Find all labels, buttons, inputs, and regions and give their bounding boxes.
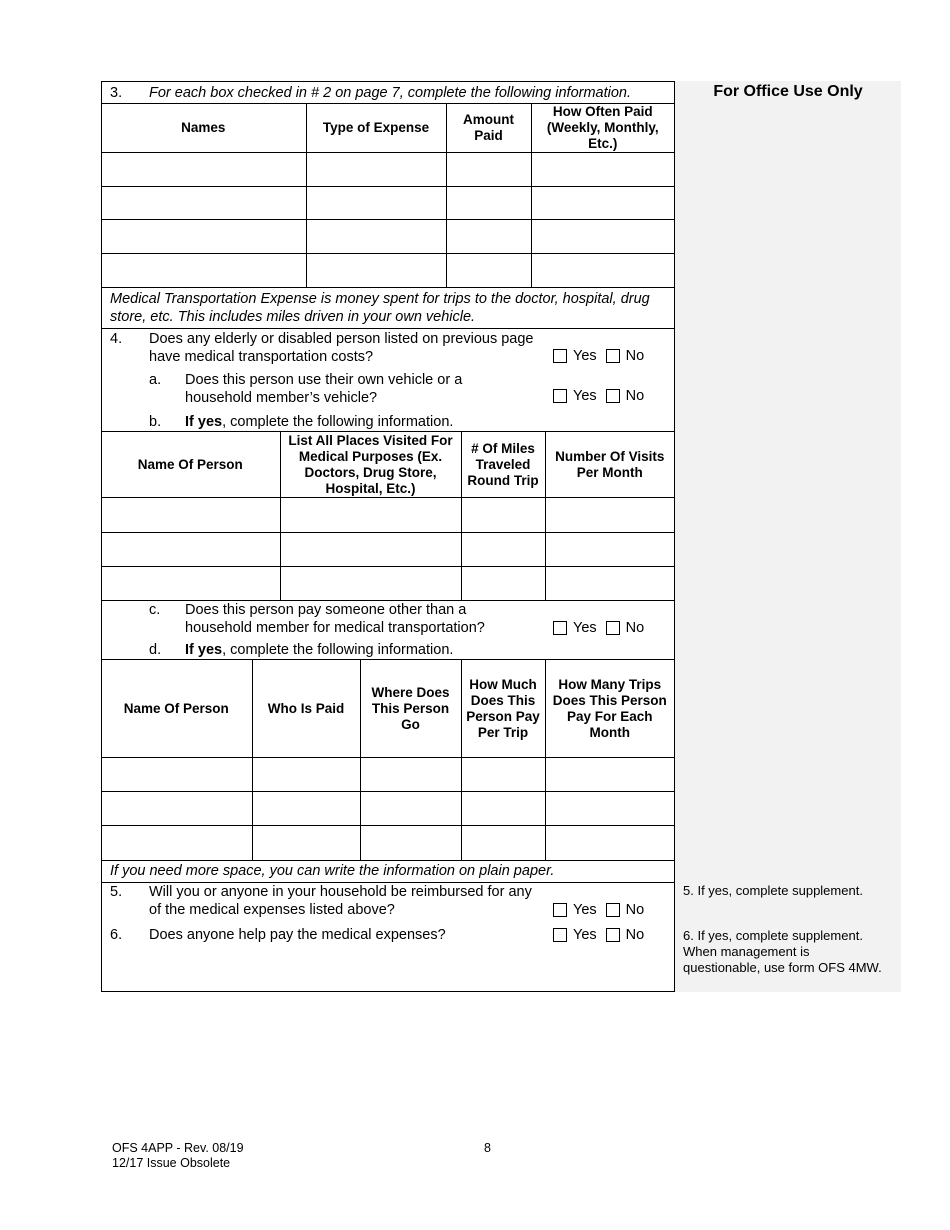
input-cell[interactable] xyxy=(545,758,674,792)
q4a-text: Does this person use their own vehicle or a household member’s vehicle? xyxy=(185,372,463,406)
q4a-yes-checkbox[interactable] xyxy=(553,389,567,403)
q4d-label: d. xyxy=(149,642,162,658)
no-label: No xyxy=(625,927,645,943)
office-note-5: 5. If yes, complete supplement. xyxy=(683,883,863,898)
input-cell[interactable] xyxy=(360,826,461,861)
col-names: Names xyxy=(101,104,306,153)
input-cell[interactable] xyxy=(306,220,446,254)
input-cell[interactable] xyxy=(461,792,545,826)
col-places-visited: List All Places Visited For Medical Purposes (Ex. Doctors, Drug Store, Hospital, Etc.) xyxy=(280,432,461,498)
input-cell[interactable] xyxy=(531,153,674,187)
office-use-column xyxy=(674,81,901,992)
input-cell[interactable] xyxy=(306,153,446,187)
table-row xyxy=(101,187,674,220)
q4c-no-checkbox[interactable] xyxy=(606,621,620,635)
input-cell[interactable] xyxy=(446,254,531,288)
col-where-go: Where Does This Person Go xyxy=(360,660,461,758)
input-cell[interactable] xyxy=(280,533,461,567)
page-number: 8 xyxy=(484,1141,491,1155)
input-cell[interactable] xyxy=(101,220,306,254)
input-cell[interactable] xyxy=(280,567,461,601)
q5-text: Will you or anyone in your household be reimbursed for any of the medical expenses listed above? xyxy=(149,884,532,918)
yes-label: Yes xyxy=(573,902,597,918)
input-cell[interactable] xyxy=(545,826,674,861)
q3-text: For each box checked in # 2 on page 7, complete the following information. xyxy=(149,85,632,101)
table-row xyxy=(101,567,674,601)
q4c-yes-no xyxy=(553,619,644,637)
paid-transport-table xyxy=(101,659,674,861)
input-cell[interactable] xyxy=(101,254,306,288)
q4c-label: c. xyxy=(149,602,161,618)
input-cell[interactable] xyxy=(306,254,446,288)
input-cell[interactable] xyxy=(101,826,252,861)
q6-no-checkbox[interactable] xyxy=(606,928,620,942)
input-cell[interactable] xyxy=(461,826,545,861)
input-cell[interactable] xyxy=(101,567,280,601)
input-cell[interactable] xyxy=(531,254,674,288)
no-label: No xyxy=(625,348,645,364)
q4-no-checkbox[interactable] xyxy=(606,349,620,363)
q4-yes-no xyxy=(553,347,644,365)
col-how-often-paid: How Often Paid (Weekly, Monthly, Etc.) xyxy=(531,104,674,153)
q6-yes-checkbox[interactable] xyxy=(553,928,567,942)
q6-yes-no xyxy=(553,926,644,944)
table-row xyxy=(101,826,674,861)
input-cell[interactable] xyxy=(446,187,531,220)
q4d-bold: If yes xyxy=(185,642,223,658)
input-cell[interactable] xyxy=(101,498,280,533)
q4-number: 4. xyxy=(110,331,123,347)
q4c-text: Does this person pay someone other than a household member for medical transportation? xyxy=(185,602,485,636)
col-who-is-paid: Who Is Paid xyxy=(252,660,360,758)
input-cell[interactable] xyxy=(461,567,545,601)
divider xyxy=(101,328,674,329)
office-note-6: 6. If yes, complete supplement. When management is questionable, use form OFS 4MW. xyxy=(683,928,882,975)
yes-label: Yes xyxy=(573,927,597,943)
q4b-rest: , complete the following information. xyxy=(222,414,454,430)
input-cell[interactable] xyxy=(545,498,674,533)
col-name-of-person: Name Of Person xyxy=(101,660,252,758)
input-cell[interactable] xyxy=(252,792,360,826)
input-cell[interactable] xyxy=(252,758,360,792)
q4b-label: b. xyxy=(149,414,162,430)
col-type-of-expense: Type of Expense xyxy=(306,104,446,153)
input-cell[interactable] xyxy=(531,187,674,220)
q4d-rest: , complete the following information. xyxy=(222,642,454,658)
expense-table xyxy=(101,103,674,288)
input-cell[interactable] xyxy=(101,758,252,792)
q4d-text xyxy=(185,641,453,659)
input-cell[interactable] xyxy=(101,153,306,187)
q6-number: 6. xyxy=(110,927,123,943)
input-cell[interactable] xyxy=(360,758,461,792)
input-cell[interactable] xyxy=(545,533,674,567)
col-name-of-person: Name Of Person xyxy=(101,432,280,498)
input-cell[interactable] xyxy=(360,792,461,826)
input-cell[interactable] xyxy=(306,187,446,220)
mte-note: Medical Transportation Expense is money spent for trips to the doctor, hospital, drug store, etc. This includes miles driven in your own vehicle. xyxy=(110,291,650,325)
input-cell[interactable] xyxy=(280,498,461,533)
office-use-title: For Office Use Only xyxy=(713,83,863,100)
table-row xyxy=(101,254,674,288)
table-row xyxy=(101,498,674,533)
col-visits-per-month: Number Of Visits Per Month xyxy=(545,432,674,498)
input-cell[interactable] xyxy=(531,220,674,254)
no-label: No xyxy=(625,388,645,404)
q4-text: Does any elderly or disabled person listed on previous page have medical transportation costs? xyxy=(149,331,534,365)
q3-number: 3. xyxy=(110,85,123,101)
yes-label: Yes xyxy=(573,388,597,404)
no-label: No xyxy=(625,620,645,636)
input-cell[interactable] xyxy=(252,826,360,861)
table-row xyxy=(101,792,674,826)
input-cell[interactable] xyxy=(461,498,545,533)
input-cell[interactable] xyxy=(101,792,252,826)
q5-yes-no xyxy=(553,901,644,919)
input-cell[interactable] xyxy=(446,153,531,187)
col-pay-per-trip: How Much Does This Person Pay Per Trip xyxy=(461,660,545,758)
q5-yes-checkbox[interactable] xyxy=(553,903,567,917)
q5-number: 5. xyxy=(110,884,123,900)
input-cell[interactable] xyxy=(446,220,531,254)
yes-label: Yes xyxy=(573,348,597,364)
q4-yes-checkbox[interactable] xyxy=(553,349,567,363)
input-cell[interactable] xyxy=(101,533,280,567)
table-row xyxy=(101,153,674,187)
q4c-yes-checkbox[interactable] xyxy=(553,621,567,635)
input-cell[interactable] xyxy=(101,187,306,220)
table-row xyxy=(101,758,674,792)
q4a-label: a. xyxy=(149,372,162,388)
table-row xyxy=(101,533,674,567)
q4a-yes-no xyxy=(553,387,644,405)
col-miles-traveled: # Of Miles Traveled Round Trip xyxy=(461,432,545,498)
q6-text: Does anyone help pay the medical expenses? xyxy=(149,927,446,943)
input-cell[interactable] xyxy=(461,758,545,792)
q5-no-checkbox[interactable] xyxy=(606,903,620,917)
q4b-text xyxy=(185,413,453,431)
yes-label: Yes xyxy=(573,620,597,636)
space-note: If you need more space, you can write the information on plain paper. xyxy=(110,863,555,879)
col-trips-per-month: How Many Trips Does This Person Pay For Each Month xyxy=(545,660,674,758)
q4a-no-checkbox[interactable] xyxy=(606,389,620,403)
input-cell[interactable] xyxy=(461,533,545,567)
table-row xyxy=(101,220,674,254)
no-label: No xyxy=(625,902,645,918)
col-amount-paid: Amount Paid xyxy=(446,104,531,153)
form-revision: OFS 4APP - Rev. 08/19 xyxy=(112,1141,244,1155)
input-cell[interactable] xyxy=(545,792,674,826)
q4b-bold: If yes xyxy=(185,414,223,430)
mileage-table xyxy=(101,431,674,601)
input-cell[interactable] xyxy=(545,567,674,601)
obsolete-notice: 12/17 Issue Obsolete xyxy=(112,1156,231,1170)
